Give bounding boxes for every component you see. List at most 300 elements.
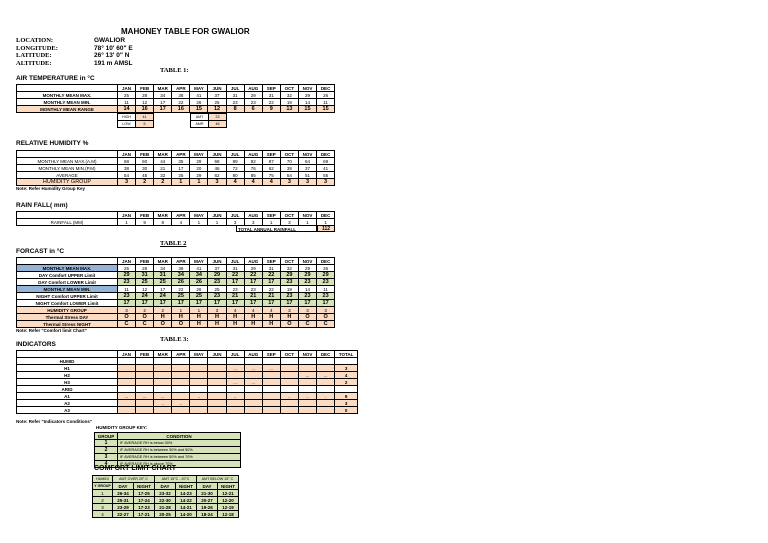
value-cell: 25: [118, 92, 136, 99]
value-cell: 3: [280, 307, 298, 314]
value-cell: 31: [226, 92, 244, 99]
sub-header: DAY: [197, 483, 218, 490]
row-label: Thermal Stress NIGHT: [17, 321, 118, 328]
value-cell: 17: [262, 300, 280, 307]
month-header: AUG: [244, 151, 262, 158]
rainfall-table: [16, 211, 335, 226]
humidity-key-table: [94, 432, 241, 468]
group-header: GROUP: [95, 433, 118, 440]
value-cell: 17: [317, 300, 335, 307]
indicator-cell: [118, 372, 136, 379]
indicator-cell: [190, 372, 208, 379]
value-cell: C: [118, 321, 136, 328]
value-cell: 17: [280, 300, 298, 307]
comfort-cell: 19-26: [197, 504, 218, 511]
condition-header: CONDITION: [118, 433, 241, 440]
value-cell: 23: [298, 279, 316, 286]
value-cell: 21: [262, 293, 280, 300]
value-cell: 1: [172, 179, 190, 186]
comfort-cell: 17-21: [134, 511, 155, 518]
row-label: NIGHT Comfort UPPER Limit: [17, 293, 118, 300]
comfort-group: 2: [93, 497, 113, 504]
rainfall-heading: RAIN FALL( mm): [16, 202, 68, 209]
total-rainfall-value: 112: [317, 225, 335, 232]
value-cell: 4: [244, 307, 262, 314]
indicator-cell: [262, 407, 280, 414]
value-cell: 29: [280, 272, 298, 279]
location-label: LOCATION:: [16, 37, 54, 44]
indicator-cell: [208, 365, 226, 372]
month-header: MAR: [154, 151, 172, 158]
air-temp-heading: AIR TEMPERATURE in °C: [16, 75, 95, 82]
value-cell: 29: [208, 272, 226, 279]
comfort-cell: 14-20: [176, 511, 197, 518]
comfort-chart-table: [92, 475, 239, 518]
value-cell: 26: [172, 279, 190, 286]
value-cell: 22: [262, 272, 280, 279]
value-cell: 3: [298, 307, 316, 314]
month-header: OCT: [280, 258, 298, 265]
value-cell: 11: [317, 99, 335, 106]
value-cell: 23: [317, 293, 335, 300]
indicator-cell: [208, 379, 226, 386]
value-cell: 17: [262, 279, 280, 286]
value-cell: 17: [226, 279, 244, 286]
value-cell: 55: [317, 172, 335, 179]
value-cell: 16: [136, 106, 154, 113]
value-cell: 8: [154, 219, 172, 226]
indicator-cell: [244, 393, 262, 400]
indicators-table: [16, 350, 358, 414]
indicator-cell: [172, 393, 190, 400]
indicator-row: [17, 407, 358, 414]
value-cell: 28: [136, 92, 154, 99]
value-cell: 17: [154, 300, 172, 307]
value-cell: 11: [317, 286, 335, 293]
row-label: NIGHT Comfort LOWER Limit: [17, 300, 118, 307]
indicators-note: Note: Refer "Indicators Conditions": [16, 419, 93, 424]
value-cell: 3: [118, 179, 136, 186]
indicator-row: [17, 372, 358, 379]
indicator-cell: [208, 393, 226, 400]
amt-label: AMT: [191, 114, 209, 121]
value-cell: 17: [244, 300, 262, 307]
value-cell: 76: [244, 165, 262, 172]
value-cell: 89: [226, 158, 244, 165]
key-condition: IF AVERAGE RH is between 30% and 50%: [118, 447, 241, 454]
value-cell: 35: [172, 158, 190, 165]
low-value: 5: [136, 121, 154, 128]
month-header: MAR: [154, 258, 172, 265]
value-cell: H: [244, 314, 262, 321]
indicator-total: 3: [335, 365, 358, 372]
value-cell: 17: [154, 99, 172, 106]
table-row: [17, 307, 335, 314]
sub-header: NIGHT: [176, 483, 197, 490]
indicator-cell: [154, 365, 172, 372]
indicator-cell: .: [317, 393, 335, 400]
value-cell: O: [172, 321, 190, 328]
value-cell: 23: [118, 279, 136, 286]
indicator-cell: ...: [136, 393, 154, 400]
month-header: JUL: [226, 351, 244, 358]
month-header: JUN: [208, 85, 226, 92]
indicator-cell: [244, 407, 262, 414]
indicator-cell: [317, 400, 335, 407]
amt-over-20-header: AMT OVER 20° C: [113, 476, 155, 483]
value-cell: O: [298, 314, 316, 321]
value-cell: 32: [280, 265, 298, 272]
value-cell: 14: [298, 99, 316, 106]
indicator-cell: [118, 379, 136, 386]
row-label: Thermal Stress DAY: [17, 314, 118, 321]
location-value: GWALIOR: [94, 37, 126, 44]
value-cell: 25: [118, 265, 136, 272]
comfort-top-header: [93, 476, 239, 483]
month-header: OCT: [280, 85, 298, 92]
humidity-group-header: HUMIDI: [93, 476, 113, 483]
value-cell: 12: [136, 286, 154, 293]
row-label: MONTHLY MEAN RANGE: [17, 106, 118, 113]
value-cell: 1: [190, 179, 208, 186]
month-header-row: [17, 258, 335, 265]
high-label: HIGH: [118, 114, 136, 121]
indicator-cell: [172, 379, 190, 386]
indicator-cell: [154, 372, 172, 379]
amt-15-20-header: AMT 15°C - 20°C: [155, 476, 197, 483]
row-label: HUMIDITY GROUP: [17, 307, 118, 314]
indicator-cell: ...: [244, 379, 262, 386]
value-cell: 26: [317, 265, 335, 272]
indicator-label: ARID: [17, 386, 118, 393]
value-cell: 15: [298, 106, 316, 113]
value-cell: 37: [208, 92, 226, 99]
indicator-cell: ...: [226, 365, 244, 372]
value-cell: 1: [298, 219, 316, 226]
value-cell: 23: [244, 286, 262, 293]
sub-header: Y GROUP: [94, 483, 111, 488]
indicator-cell: [136, 379, 154, 386]
month-header: APR: [172, 151, 190, 158]
indicator-cell: ...: [154, 393, 172, 400]
value-cell: 28: [136, 265, 154, 272]
comfort-cell: 22-30: [155, 497, 176, 504]
location-values: [94, 37, 133, 67]
indicator-cell: ...: [317, 372, 335, 379]
indicator-cell: [208, 400, 226, 407]
comfort-group: 4: [93, 511, 113, 518]
value-cell: H: [280, 314, 298, 321]
value-cell: 68: [118, 158, 136, 165]
month-header: APR: [172, 351, 190, 358]
value-cell: 11: [118, 286, 136, 293]
month-header: DEC: [317, 151, 335, 158]
value-cell: 37: [208, 265, 226, 272]
value-cell: 3: [208, 307, 226, 314]
indicator-row: [17, 393, 358, 400]
value-cell: 72: [226, 165, 244, 172]
indicator-cell: [262, 379, 280, 386]
indicator-cell: [136, 400, 154, 407]
sub-header: DAY: [113, 483, 134, 490]
value-cell: 23: [244, 99, 262, 106]
key-row: [95, 440, 241, 447]
air-temp-table: [16, 84, 335, 113]
comfort-row: [93, 490, 239, 497]
value-cell: 29: [244, 265, 262, 272]
month-header: SEP: [262, 351, 280, 358]
value-cell: 20: [190, 165, 208, 172]
month-header: SEP: [262, 151, 280, 158]
value-cell: 8: [226, 106, 244, 113]
value-cell: 38: [118, 165, 136, 172]
indicator-row: [17, 379, 358, 386]
indicator-cell: [208, 407, 226, 414]
comfort-row: [93, 497, 239, 504]
comfort-cell: 23-29: [113, 504, 134, 511]
value-cell: 62: [262, 165, 280, 172]
indicator-cell: [317, 379, 335, 386]
indicator-total: 4: [335, 372, 358, 379]
month-header: APR: [172, 258, 190, 265]
indicator-cell: [172, 372, 190, 379]
value-cell: 3: [317, 307, 335, 314]
empty-cell: [17, 212, 118, 219]
value-cell: 32: [280, 92, 298, 99]
month-header-row: [17, 351, 358, 358]
value-cell: 19: [280, 99, 298, 106]
value-cell: 38: [172, 265, 190, 272]
comfort-row: [93, 504, 239, 511]
comfort-cell: 12-19: [218, 504, 239, 511]
value-cell: 4: [262, 307, 280, 314]
value-cell: 25: [172, 293, 190, 300]
comfort-cell: 20-25: [155, 511, 176, 518]
month-header: MAY: [190, 151, 208, 158]
altitude-value: 191 m AMSL: [94, 59, 133, 67]
month-header: MAR: [154, 351, 172, 358]
month-header: OCT: [280, 151, 298, 158]
indicator-cell: [317, 407, 335, 414]
comfort-cell: 21-30: [197, 490, 218, 497]
row-label: DAY Comfort UPPER Limit: [17, 272, 118, 279]
value-cell: 13: [280, 106, 298, 113]
value-cell: 24: [136, 293, 154, 300]
month-header: NOV: [298, 212, 316, 219]
value-cell: O: [118, 314, 136, 321]
value-cell: 38: [172, 92, 190, 99]
value-cell: 22: [262, 286, 280, 293]
value-cell: 37: [298, 165, 316, 172]
total-header: TOTAL: [335, 351, 358, 358]
value-cell: 14: [298, 286, 316, 293]
comfort-cell: 12-18: [218, 511, 239, 518]
month-header: MAY: [190, 85, 208, 92]
indicator-cell: ...: [118, 393, 136, 400]
row-label: RAINFALL (MM): [17, 219, 118, 226]
comfort-cell: 12-20: [218, 497, 239, 504]
value-cell: 41: [317, 165, 335, 172]
value-cell: 3: [208, 179, 226, 186]
value-cell: 11: [118, 99, 136, 106]
value-cell: 29: [190, 172, 208, 179]
value-cell: 34: [172, 272, 190, 279]
location-labels: [16, 37, 58, 67]
value-cell: O: [280, 321, 298, 328]
sub-header: NIGHT: [134, 483, 155, 490]
value-cell: 23: [226, 286, 244, 293]
value-cell: 3: [280, 179, 298, 186]
month-header: MAR: [154, 85, 172, 92]
indicator-cell: [136, 372, 154, 379]
value-cell: 1: [190, 219, 208, 226]
key-group: 1: [95, 440, 118, 447]
value-cell: 34: [154, 92, 172, 99]
indicator-cell: [154, 379, 172, 386]
value-cell: 23: [280, 293, 298, 300]
value-cell: 16: [172, 106, 190, 113]
value-cell: 15: [317, 106, 335, 113]
month-header: MAY: [190, 212, 208, 219]
value-cell: 31: [154, 272, 172, 279]
month-header-row: [17, 212, 335, 219]
month-header: OCT: [280, 212, 298, 219]
value-cell: 3: [118, 307, 136, 314]
value-cell: 1: [208, 219, 226, 226]
key-row: [95, 447, 241, 454]
indicator-cell: ...: [244, 365, 262, 372]
comfort-group: 3: [93, 504, 113, 511]
forcast-heading: FORCAST in °C: [16, 248, 65, 255]
empty-cell: [17, 85, 118, 92]
comfort-cell: 21-28: [155, 504, 176, 511]
value-cell: 21: [154, 165, 172, 172]
indicator-total: 2: [335, 379, 358, 386]
month-header: JAN: [118, 85, 136, 92]
row-label: MONTHLY MEAN MIN.: [17, 99, 118, 106]
month-header: NOV: [298, 151, 316, 158]
longitude-value: 78° 10' 60" E: [94, 44, 133, 52]
indicator-label: A3: [17, 407, 118, 414]
table-row: [17, 314, 335, 321]
value-cell: 62: [208, 172, 226, 179]
indicator-cell: [280, 372, 298, 379]
comfort-cell: 14-21: [176, 504, 197, 511]
indicator-cell: [190, 400, 208, 407]
table1-caption: TABLE 1:: [160, 67, 189, 74]
indicator-row: [17, 365, 358, 372]
indicator-label: HUMID: [17, 358, 118, 365]
value-cell: 38: [280, 165, 298, 172]
value-cell: O: [154, 321, 172, 328]
month-header: NOV: [298, 351, 316, 358]
value-cell: 44: [154, 158, 172, 165]
key-condition: IF AVERAGE RH is between 50% and 70%: [118, 454, 241, 461]
table-row: [17, 265, 335, 272]
month-header: FEB: [136, 151, 154, 158]
month-header: FEB: [136, 212, 154, 219]
amr-label: AMR: [191, 121, 209, 128]
value-cell: H: [262, 321, 280, 328]
value-cell: 2: [136, 179, 154, 186]
value-cell: C: [136, 321, 154, 328]
indicator-cell: [190, 379, 208, 386]
indicator-total: 3: [335, 400, 358, 407]
key-header-row: [95, 433, 241, 440]
indicator-cell: ...: [226, 379, 244, 386]
indicator-cell: [280, 379, 298, 386]
value-cell: 17: [226, 300, 244, 307]
indicator-cell: [154, 407, 172, 414]
value-cell: 2: [154, 307, 172, 314]
month-header: NOV: [298, 258, 316, 265]
indicator-cell: [244, 400, 262, 407]
indicator-label: H2: [17, 372, 118, 379]
month-header-row: [17, 85, 335, 92]
value-cell: 6: [244, 106, 262, 113]
indicator-cell: [226, 407, 244, 414]
value-cell: H: [226, 321, 244, 328]
month-header: JUL: [226, 258, 244, 265]
value-cell: 85: [244, 172, 262, 179]
month-header: JUL: [226, 85, 244, 92]
indicator-label: A1: [17, 393, 118, 400]
value-cell: H: [226, 314, 244, 321]
humidity-key-heading: HUMIDITY GROUP KEY:: [96, 425, 148, 430]
page-title: MAHONEY TABLE FOR GWALIOR: [121, 27, 250, 36]
forcast-note: Note: Refer "Comfort limit Chart": [16, 328, 87, 333]
comfort-cell: 14-23: [176, 490, 197, 497]
indicator-cell: [280, 400, 298, 407]
value-cell: 29: [244, 92, 262, 99]
indicator-cell: [298, 379, 316, 386]
value-cell: 29: [317, 272, 335, 279]
month-header: MAY: [190, 258, 208, 265]
value-cell: 17: [172, 165, 190, 172]
value-cell: 25: [208, 99, 226, 106]
indicator-cell: ..: [226, 393, 244, 400]
value-cell: 87: [262, 158, 280, 165]
table-row: [17, 279, 335, 286]
value-cell: 22: [172, 286, 190, 293]
indicator-total: 9: [335, 393, 358, 400]
month-header: AUG: [244, 258, 262, 265]
value-cell: H: [208, 321, 226, 328]
month-header: JAN: [118, 351, 136, 358]
table2-caption: TABLE 2: [160, 240, 187, 247]
value-cell: 29: [298, 92, 316, 99]
value-cell: 17: [190, 300, 208, 307]
value-cell: 22: [262, 99, 280, 106]
value-cell: H: [190, 321, 208, 328]
amt-below-15-header: AMT BELOW 15° C: [197, 476, 239, 483]
comfort-cell: 17-24: [134, 497, 155, 504]
indicator-cell: [118, 365, 136, 372]
value-cell: 64: [298, 158, 316, 165]
month-header: JUN: [208, 351, 226, 358]
comfort-cell: 22-27: [113, 511, 134, 518]
value-cell: 3: [244, 219, 262, 226]
row-label: MONTHLY MEAN MAX.(A.M): [17, 158, 118, 165]
value-cell: H: [172, 314, 190, 321]
sub-header: NIGHT: [218, 483, 239, 490]
value-cell: 41: [190, 92, 208, 99]
value-cell: 23: [298, 293, 316, 300]
value-cell: 9: [136, 219, 154, 226]
value-cell: O: [136, 314, 154, 321]
value-cell: 26: [190, 286, 208, 293]
value-cell: 4: [226, 179, 244, 186]
